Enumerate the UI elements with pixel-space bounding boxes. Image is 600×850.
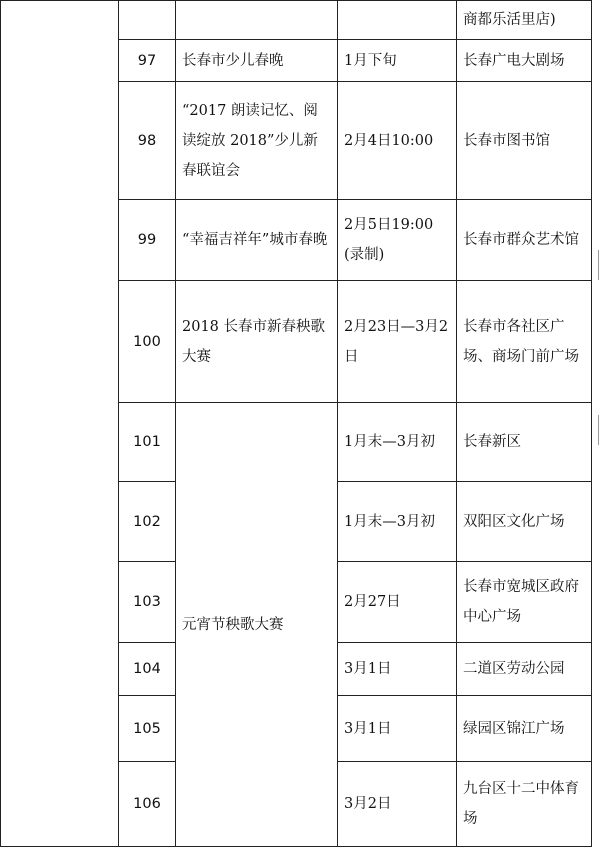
event-time: 2月23日—3月2日 xyxy=(338,281,457,403)
event-place: 双阳区文化广场 xyxy=(457,482,592,562)
event-place: 长春市各社区广场、商场门前广场 xyxy=(457,281,592,403)
edge-mark xyxy=(598,250,599,280)
event-place: 长春新区 xyxy=(457,403,592,482)
event-time: 3月1日 xyxy=(338,696,457,762)
row-number xyxy=(119,1,176,40)
event-time: 2月5日19:00(录制) xyxy=(338,200,457,281)
row-number: 97 xyxy=(119,40,176,82)
table-row xyxy=(1,1,592,40)
event-name: “幸福吉祥年”城市春晚 xyxy=(176,200,338,281)
row-number: 104 xyxy=(119,643,176,696)
event-time: 2月4日10:00 xyxy=(338,82,457,200)
event-time: 2月27日 xyxy=(338,562,457,643)
event-place: 二道区劳动公园 xyxy=(457,643,592,696)
edge-mark xyxy=(598,415,599,445)
left-blank-column xyxy=(1,1,119,847)
event-time: 3月2日 xyxy=(338,762,457,847)
row-number: 102 xyxy=(119,482,176,562)
row-number: 105 xyxy=(119,696,176,762)
row-number: 98 xyxy=(119,82,176,200)
row-number: 101 xyxy=(119,403,176,482)
event-time: 1月末—3月初 xyxy=(338,482,457,562)
row-number: 99 xyxy=(119,200,176,281)
event-time: 1月末—3月初 xyxy=(338,403,457,482)
event-name: 长春市少儿春晚 xyxy=(176,40,338,82)
event-time: 1月下旬 xyxy=(338,40,457,82)
event-name: 元宵节秧歌大赛 xyxy=(176,403,338,847)
event-name: “2017 朗读记忆、阅读绽放 2018”少儿新春联谊会 xyxy=(176,82,338,200)
event-place: 长春市图书馆 xyxy=(457,82,592,200)
event-name xyxy=(176,1,338,40)
event-time: 3月1日 xyxy=(338,643,457,696)
event-place: 长春广电大剧场 xyxy=(457,40,592,82)
event-place: 长春市群众艺术馆 xyxy=(457,200,592,281)
row-number: 106 xyxy=(119,762,176,847)
event-place: 商都乐活里店) xyxy=(457,1,592,40)
event-place: 长春市宽城区政府中心广场 xyxy=(457,562,592,643)
event-time xyxy=(338,1,457,40)
event-name: 2018 长春市新春秧歌大赛 xyxy=(176,281,338,403)
event-place: 绿园区锦江广场 xyxy=(457,696,592,762)
row-number: 103 xyxy=(119,562,176,643)
row-number: 100 xyxy=(119,281,176,403)
event-place: 九台区十二中体育场 xyxy=(457,762,592,847)
